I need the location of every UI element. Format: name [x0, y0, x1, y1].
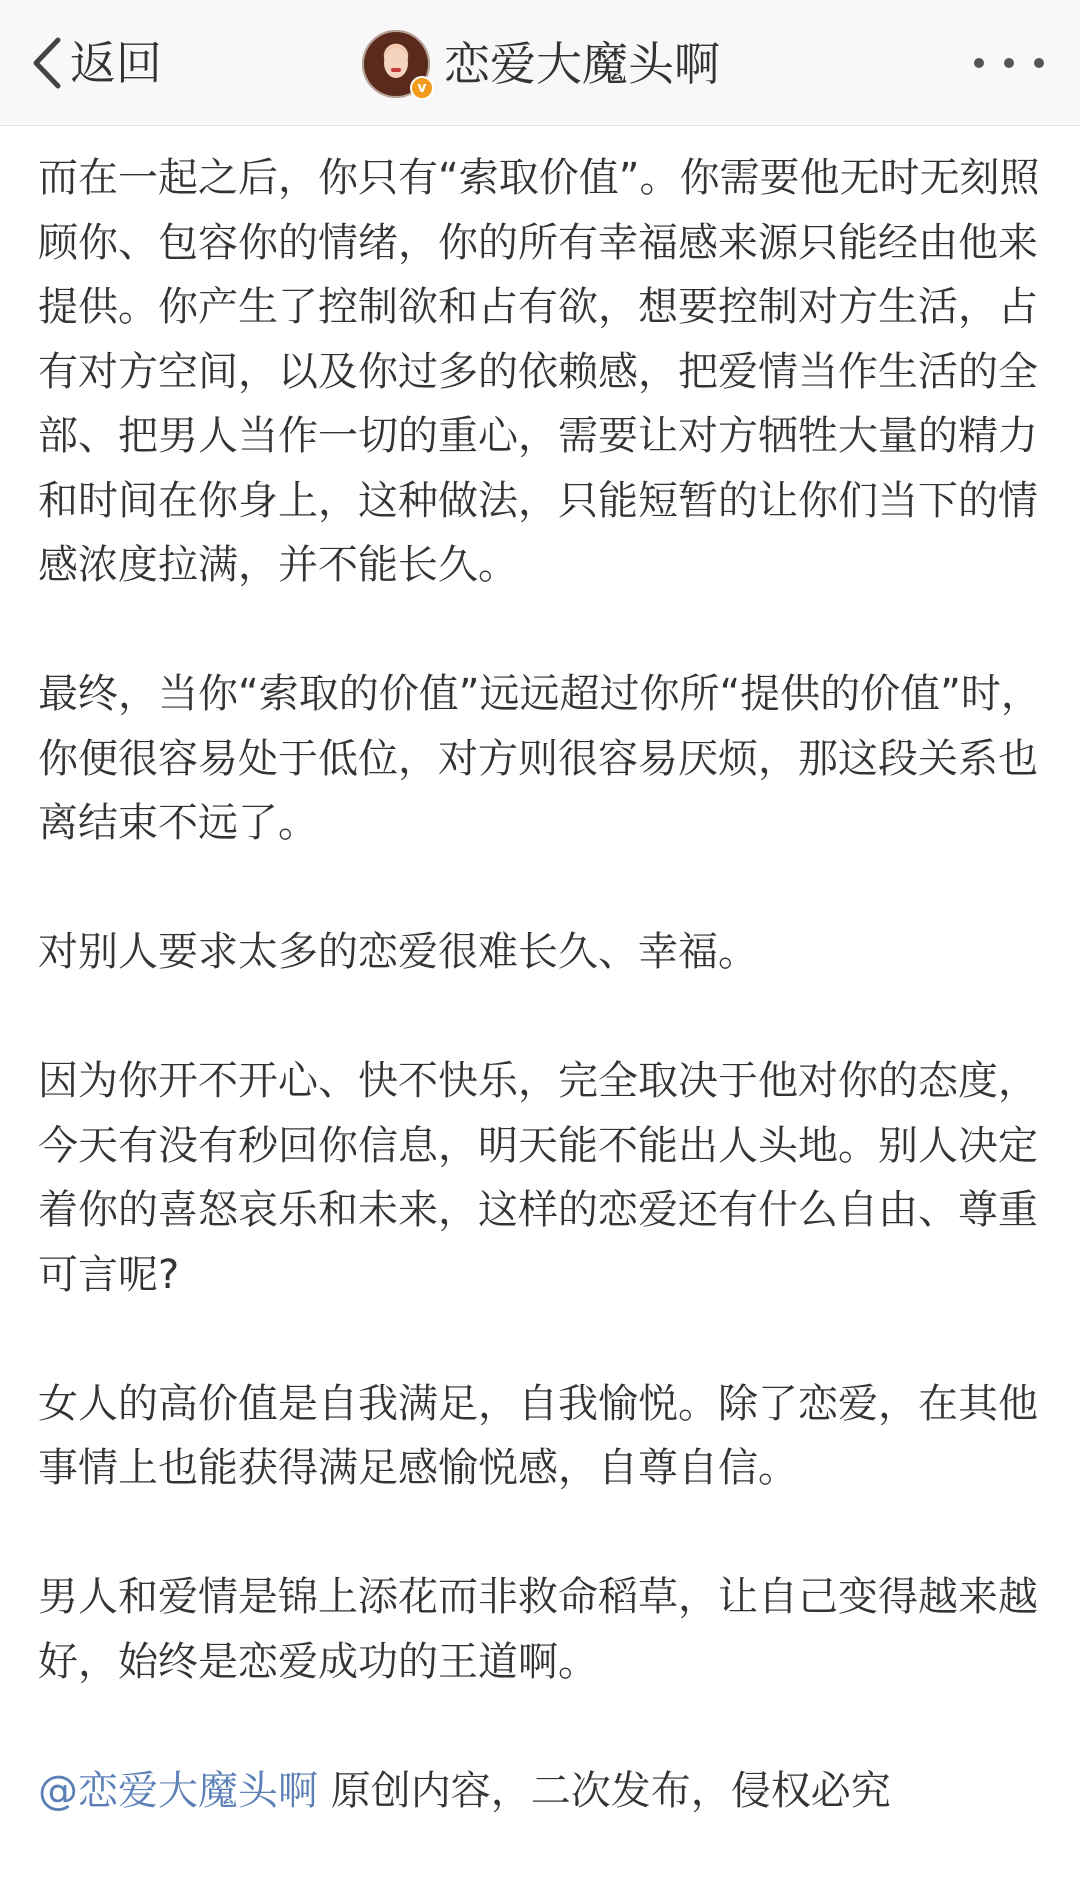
- paragraph-gap: [38, 856, 1044, 921]
- paragraph-gap: [38, 1307, 1044, 1372]
- copyright-text: 原创内容，二次发布，侵权必究: [318, 1767, 891, 1814]
- more-dot: [1004, 58, 1014, 68]
- paragraph-5: 女人的高价值是自我满足，自我愉悦。除了恋爱，在其他事情上也能获得满足感愉悦感，自尊自信。: [38, 1380, 1038, 1491]
- paragraph-3: 对别人要求太多的恋爱很难长久、幸福。: [38, 929, 758, 975]
- back-label: 返回: [70, 36, 162, 90]
- paragraph-gap: [38, 1694, 1044, 1759]
- more-dot: [1034, 58, 1044, 68]
- paragraph-4: 因为你开不开心、快不快乐，完全取决于他对你的态度，今天有没有秒回你信息，明天能不能出人头地。别人决定着你的喜怒哀乐和未来，这样的恋爱还有什么自由、尊重可言呢?: [38, 1058, 1038, 1298]
- copyright-notice: [38, 1759, 1044, 1824]
- avatar-lips: [391, 68, 401, 72]
- author-nickname[interactable]: 恋爱大魔头啊: [444, 37, 720, 91]
- avatar-face: [384, 48, 408, 78]
- nav-header: [0, 0, 1080, 126]
- article-body: [38, 146, 1044, 1823]
- paragraph-1: 而在一起之后，你只有“索取价值”。你需要他无时无刻照顾你、包容你的情绪，你的所有幸福感来源只能经由他来提供。你产生了控制欲和占有欲，想要控制对方生活，占有对方空间，以及你过多的依赖感，把爱情当作生活的全部、把男人当作一切的重心，需要让对方牺牲大量的精力和时间在你身上，这种做法，只能短暂的让你们当下的情感浓度拉满，并不能长久。: [38, 155, 1040, 588]
- chevron-left-icon: [32, 37, 62, 89]
- avatar[interactable]: [362, 30, 430, 98]
- verified-badge-icon: v: [410, 76, 434, 100]
- author-mention-link[interactable]: @恋爱大魔头啊: [38, 1767, 318, 1814]
- paragraph-gap: [38, 1501, 1044, 1566]
- paragraph-gap: [38, 598, 1044, 663]
- paragraph-2: 最终，当你“索取的价值”远远超过你所“提供的价值”时，你便很容易处于低位，对方则很容易厌烦，那这段关系也离结束不远了。: [38, 671, 1041, 846]
- author-title[interactable]: [362, 29, 720, 99]
- paragraph-gap: [38, 985, 1044, 1050]
- paragraph-6: 男人和爱情是锦上添花而非救命稻草，让自己变得越来越好，始终是恋爱成功的王道啊。: [38, 1574, 1038, 1685]
- more-dots-icon[interactable]: [974, 48, 1044, 78]
- back-button[interactable]: [32, 30, 162, 96]
- more-dot: [974, 58, 984, 68]
